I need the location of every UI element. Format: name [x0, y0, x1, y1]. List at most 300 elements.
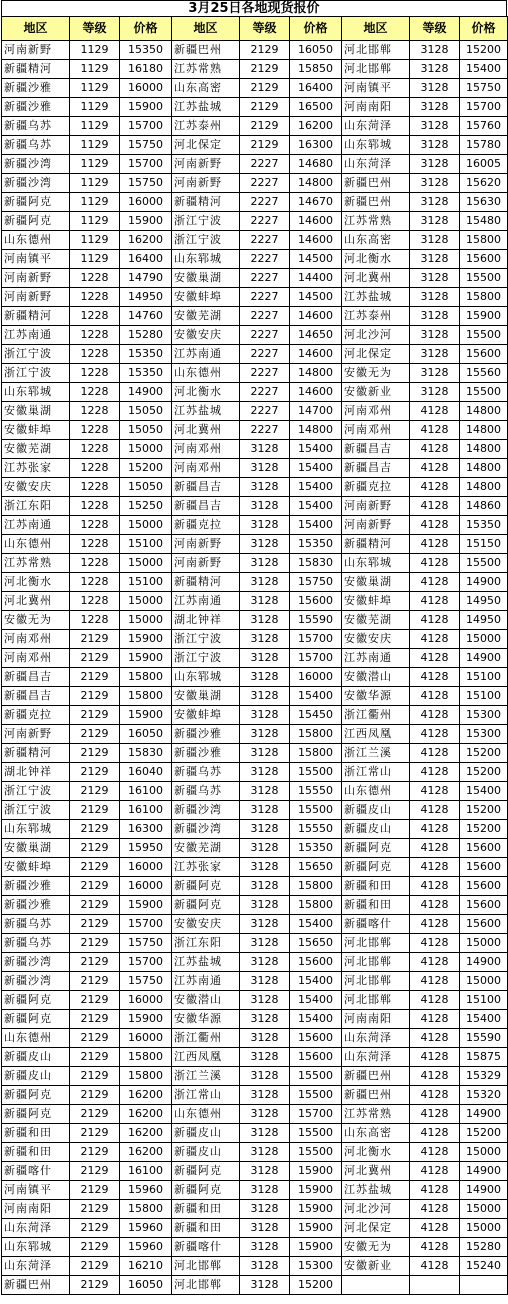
cell-grade: 3128 [240, 725, 290, 744]
cell-grade: 1228 [70, 459, 120, 478]
cell-grade: 4128 [410, 535, 460, 554]
cell-region: 新疆喀什 [172, 1238, 240, 1257]
cell-grade: 4128 [410, 611, 460, 630]
cell-region: 山东德州 [2, 535, 70, 554]
cell-grade: 3128 [240, 1143, 290, 1162]
cell-price: 15500 [290, 763, 342, 782]
cell-region: 浙江宁波 [172, 231, 240, 250]
cell-region: 山东德州 [172, 1105, 240, 1124]
cell-price: 16050 [290, 41, 342, 60]
table-row [2, 611, 508, 630]
cell-grade: 4128 [410, 1124, 460, 1143]
cell-grade: 3128 [240, 1181, 290, 1200]
cell-region: 湖北钟祥 [172, 611, 240, 630]
cell-price: 14900 [460, 1105, 508, 1124]
cell-price: 14600 [290, 212, 342, 231]
cell-region: 浙江宁波 [2, 782, 70, 801]
cell-grade: 4128 [410, 858, 460, 877]
cell-price: 14900 [460, 1181, 508, 1200]
cell-region: 河北冀州 [342, 1162, 410, 1181]
cell-grade: 2227 [240, 269, 290, 288]
cell-region: 浙江宁波 [172, 649, 240, 668]
cell-price: 15500 [290, 1124, 342, 1143]
cell-price: 15320 [460, 1086, 508, 1105]
cell-region: 江苏南通 [172, 345, 240, 364]
cell-price: 16000 [120, 79, 172, 98]
cell-grade: 1228 [70, 516, 120, 535]
table-row [2, 744, 508, 763]
cell-grade: 1129 [70, 41, 120, 60]
cell-region: 新疆克拉 [342, 478, 410, 497]
cell-price: 16300 [120, 820, 172, 839]
cell-price: 16200 [120, 231, 172, 250]
table-row [2, 535, 508, 554]
cell-price: 15800 [290, 725, 342, 744]
cell-grade: 2129 [70, 782, 120, 801]
cell-grade: 2227 [240, 421, 290, 440]
cell-region: 山东德州 [172, 364, 240, 383]
cell-price: 15800 [290, 896, 342, 915]
cell-grade: 2129 [70, 1200, 120, 1219]
cell-region: 新疆精河 [172, 193, 240, 212]
cell-grade: 4128 [410, 497, 460, 516]
cell-price: 15300 [460, 725, 508, 744]
cell-price: 15500 [290, 1143, 342, 1162]
cell-region: 新疆沙湾 [2, 155, 70, 174]
cell-price: 15400 [290, 991, 342, 1010]
cell-grade: 4128 [410, 440, 460, 459]
cell-region: 新疆阿克 [172, 877, 240, 896]
cell-price: 15500 [460, 554, 508, 573]
cell-price: 15100 [120, 535, 172, 554]
cell-region: 江苏盐城 [172, 98, 240, 117]
cell-region: 新疆皮山 [172, 1124, 240, 1143]
table-row [2, 1048, 508, 1067]
cell-grade: 4128 [410, 1029, 460, 1048]
cell-region: 河北衡水 [342, 1143, 410, 1162]
cell-grade: 2129 [70, 915, 120, 934]
cell-price: 14790 [120, 269, 172, 288]
cell-region: 安徽巢湖 [172, 687, 240, 706]
cell-grade: 4128 [410, 1200, 460, 1219]
cell-grade: 3128 [240, 934, 290, 953]
cell-grade: 2129 [70, 1238, 120, 1257]
cell-region: 新疆皮山 [342, 801, 410, 820]
cell-grade: 1228 [70, 535, 120, 554]
price-sheet [1, 0, 507, 1295]
cell-grade: 2129 [70, 1029, 120, 1048]
cell-grade: 4128 [410, 459, 460, 478]
cell-region: 河北冀州 [342, 269, 410, 288]
table-row [2, 98, 508, 117]
cell-region: 浙江兰溪 [342, 744, 410, 763]
cell-region: 新疆沙雅 [2, 79, 70, 98]
cell-region: 河南镇平 [342, 79, 410, 98]
cell-price: 15600 [460, 858, 508, 877]
cell-price: 15000 [120, 554, 172, 573]
cell-region: 新疆沙雅 [172, 725, 240, 744]
cell-region: 安徽潜山 [342, 668, 410, 687]
cell-region: 新疆阿克 [342, 839, 410, 858]
cell-grade: 1228 [70, 611, 120, 630]
cell-grade: 1129 [70, 212, 120, 231]
cell-grade: 1129 [70, 98, 120, 117]
cell-price: 15329 [460, 1067, 508, 1086]
cell-price: 15830 [120, 744, 172, 763]
cell-grade: 2129 [70, 877, 120, 896]
cell-grade: 4128 [410, 1162, 460, 1181]
cell-grade: 2129 [70, 839, 120, 858]
cell-price: 15000 [120, 516, 172, 535]
table-row [2, 687, 508, 706]
cell-region: 新疆精河 [172, 573, 240, 592]
cell-region: 安徽安庆 [172, 915, 240, 934]
cell-region: 山东高密 [342, 1124, 410, 1143]
cell-region: 河南新野 [172, 155, 240, 174]
cell-grade: 1129 [70, 136, 120, 155]
cell-price: 15830 [290, 554, 342, 573]
table-row [2, 174, 508, 193]
cell-region: 新疆皮山 [2, 1048, 70, 1067]
cell-region: 安徽芜湖 [172, 307, 240, 326]
cell-region: 江西凤凰 [172, 1048, 240, 1067]
cell-price: 15500 [460, 269, 508, 288]
cell-grade: 3128 [240, 1029, 290, 1048]
cell-price: 15900 [120, 98, 172, 117]
cell-region: 江苏盐城 [172, 953, 240, 972]
cell-price: 15800 [460, 231, 508, 250]
table-row [2, 839, 508, 858]
cell-region: 安徽蚌埠 [342, 592, 410, 611]
cell-price: 14700 [290, 402, 342, 421]
cell-price: 16000 [120, 877, 172, 896]
cell-price: 15200 [460, 801, 508, 820]
cell-grade: 3128 [410, 364, 460, 383]
cell-grade: 2129 [70, 1257, 120, 1276]
cell-price: 15900 [120, 896, 172, 915]
cell-grade: 2227 [240, 231, 290, 250]
cell-grade: 3128 [240, 611, 290, 630]
cell-region: 新疆巴州 [2, 1276, 70, 1295]
cell-grade: 1228 [70, 592, 120, 611]
table-row [2, 1124, 508, 1143]
cell-grade: 2129 [70, 953, 120, 972]
cell-grade: 1129 [70, 250, 120, 269]
cell-region: 新疆乌苏 [2, 934, 70, 953]
cell-price: 15100 [460, 991, 508, 1010]
cell-price: 14800 [460, 440, 508, 459]
table-row [2, 801, 508, 820]
cell-price: 14900 [460, 649, 508, 668]
cell-region: 新疆阿克 [2, 1086, 70, 1105]
cell-grade: 2129 [70, 972, 120, 991]
table-row [2, 41, 508, 60]
cell-grade: 2129 [70, 1143, 120, 1162]
table-row [2, 1029, 508, 1048]
cell-region: 江苏盐城 [172, 402, 240, 421]
cell-grade: 4128 [410, 1086, 460, 1105]
cell-price: 15900 [290, 1219, 342, 1238]
cell-price: 15900 [290, 1162, 342, 1181]
cell-price: 14500 [290, 250, 342, 269]
cell-price: 15700 [120, 915, 172, 934]
cell-price: 15400 [460, 782, 508, 801]
cell-region: 河南新野 [172, 554, 240, 573]
cell-price: 16200 [120, 1105, 172, 1124]
cell-price: 15550 [290, 820, 342, 839]
cell-grade: 2129 [70, 820, 120, 839]
cell-region: 浙江宁波 [2, 801, 70, 820]
cell-grade: 3128 [410, 231, 460, 250]
cell-region: 新疆沙湾 [172, 801, 240, 820]
cell-grade: 4128 [410, 915, 460, 934]
cell-region: 河北衡水 [342, 250, 410, 269]
cell-grade: 3128 [410, 79, 460, 98]
cell-grade: 2227 [240, 402, 290, 421]
cell-grade: 4128 [410, 782, 460, 801]
header-region: 地区 [342, 17, 410, 41]
cell-region: 新疆沙雅 [172, 744, 240, 763]
header-grade: 等级 [240, 17, 290, 41]
cell-price: 14400 [290, 269, 342, 288]
cell-region: 浙江宁波 [2, 364, 70, 383]
cell-price: 15760 [460, 117, 508, 136]
cell-price: 15900 [290, 1238, 342, 1257]
cell-grade: 3128 [240, 858, 290, 877]
cell-price: 16000 [120, 991, 172, 1010]
cell-region: 江苏张家 [2, 459, 70, 478]
table-row [2, 155, 508, 174]
cell-region: 河南镇平 [2, 1181, 70, 1200]
cell-grade: 3128 [240, 535, 290, 554]
cell-price: 15000 [460, 630, 508, 649]
cell-grade: 3128 [240, 972, 290, 991]
cell-grade: 4128 [410, 1219, 460, 1238]
cell-region: 河南南阳 [342, 98, 410, 117]
cell-price: 15150 [460, 535, 508, 554]
cell-region: 山东德州 [342, 782, 410, 801]
cell-region: 安徽华源 [172, 1010, 240, 1029]
cell-grade: 2227 [240, 326, 290, 345]
cell-grade: 2227 [240, 364, 290, 383]
cell-price: 15600 [460, 839, 508, 858]
cell-grade: 4128 [410, 1181, 460, 1200]
cell-grade: 3128 [240, 1200, 290, 1219]
cell-grade: 2129 [70, 725, 120, 744]
cell-price: 15000 [460, 972, 508, 991]
cell-price: 16000 [120, 1029, 172, 1048]
header-grade: 等级 [70, 17, 120, 41]
cell-price: 15600 [460, 896, 508, 915]
cell-grade: 1129 [70, 79, 120, 98]
cell-region: 江苏常熟 [172, 60, 240, 79]
cell-price: 15800 [120, 1200, 172, 1219]
cell-grade: 2129 [70, 1124, 120, 1143]
cell-region: 河南南阳 [342, 1010, 410, 1029]
table-row [2, 136, 508, 155]
cell-price: 16200 [120, 1124, 172, 1143]
cell-grade: 2129 [70, 668, 120, 687]
cell-price: 16400 [120, 250, 172, 269]
cell-grade: 3128 [410, 136, 460, 155]
table-row [2, 79, 508, 98]
header-region: 地区 [172, 17, 240, 41]
cell-region: 新疆昌吉 [342, 440, 410, 459]
table-row [2, 440, 508, 459]
cell-region: 新疆乌苏 [2, 915, 70, 934]
cell-grade: 3128 [240, 478, 290, 497]
cell-region: 新疆阿克 [2, 193, 70, 212]
cell-price: 15700 [290, 630, 342, 649]
cell-price: 15400 [290, 915, 342, 934]
cell-grade: 2129 [240, 98, 290, 117]
table-row [2, 383, 508, 402]
cell-price: 16000 [290, 668, 342, 687]
cell-price: 15200 [460, 820, 508, 839]
cell-region: 新疆阿克 [2, 991, 70, 1010]
cell-grade: 3128 [240, 991, 290, 1010]
cell-region: 山东菏泽 [2, 1219, 70, 1238]
cell-price: 15950 [120, 839, 172, 858]
cell-price: 15000 [460, 934, 508, 953]
cell-grade: 4128 [410, 706, 460, 725]
table-row [2, 459, 508, 478]
cell-price: 15000 [120, 611, 172, 630]
cell-price: 15875 [460, 1048, 508, 1067]
cell-price: 15450 [290, 706, 342, 725]
header-price: 价格 [460, 17, 508, 41]
cell-price: 15600 [460, 250, 508, 269]
cell-price: 15900 [120, 212, 172, 231]
cell-price: 15050 [120, 402, 172, 421]
cell-region: 河南新野 [2, 269, 70, 288]
cell-grade: 4128 [410, 725, 460, 744]
cell-grade: 3128 [410, 41, 460, 60]
cell-price: 15590 [290, 611, 342, 630]
cell-region: 山东菏泽 [342, 1029, 410, 1048]
cell-price: 15800 [120, 1067, 172, 1086]
cell-region: 山东郓城 [2, 383, 70, 402]
cell-grade: 1228 [70, 497, 120, 516]
cell-price: 15500 [290, 1086, 342, 1105]
cell-region: 河南邓州 [172, 459, 240, 478]
cell-price: 16000 [120, 193, 172, 212]
cell-price: 16200 [290, 117, 342, 136]
cell-grade: 3128 [240, 516, 290, 535]
cell-grade: 2129 [70, 1105, 120, 1124]
cell-region: 江苏南通 [2, 516, 70, 535]
cell-region: 新疆和田 [2, 1143, 70, 1162]
cell-region: 河北衡水 [2, 573, 70, 592]
table-row [2, 250, 508, 269]
cell-region: 新疆沙雅 [2, 877, 70, 896]
cell-price: 16050 [120, 725, 172, 744]
cell-price: 15350 [460, 516, 508, 535]
cell-grade: 3128 [240, 554, 290, 573]
cell-price: 15600 [460, 877, 508, 896]
cell-region: 江苏泰州 [342, 307, 410, 326]
cell-region: 安徽蚌埠 [172, 706, 240, 725]
cell-grade: 4128 [410, 516, 460, 535]
cell-price: 16400 [290, 79, 342, 98]
cell-price: 15590 [460, 1029, 508, 1048]
cell-price: 15900 [120, 630, 172, 649]
cell-region: 安徽无为 [342, 1238, 410, 1257]
cell-grade: 2129 [240, 60, 290, 79]
cell-region: 新疆沙湾 [2, 953, 70, 972]
cell-region: 新疆乌苏 [2, 136, 70, 155]
cell-region: 河北保定 [342, 345, 410, 364]
table-row [2, 478, 508, 497]
cell-grade: 1228 [70, 440, 120, 459]
cell-region: 山东郓城 [2, 1238, 70, 1257]
cell-grade: 3128 [240, 1162, 290, 1181]
cell-grade: 3128 [410, 98, 460, 117]
cell-price: 15400 [460, 60, 508, 79]
table-row [2, 288, 508, 307]
cell-grade: 1228 [70, 307, 120, 326]
table-row [2, 212, 508, 231]
cell-region: 安徽芜湖 [172, 839, 240, 858]
cell-region: 安徽巢湖 [342, 573, 410, 592]
cell-region: 湖北钟祥 [2, 763, 70, 782]
cell-grade: 1228 [70, 364, 120, 383]
cell-grade: 1129 [70, 231, 120, 250]
cell-region: 河南邓州 [172, 440, 240, 459]
cell-grade: 4128 [410, 1238, 460, 1257]
cell-grade: 4128 [410, 592, 460, 611]
cell-price: 14680 [290, 155, 342, 174]
cell-grade: 3128 [240, 1124, 290, 1143]
cell-region: 新疆沙雅 [2, 896, 70, 915]
cell-grade: 1129 [70, 117, 120, 136]
cell-price: 15700 [460, 98, 508, 117]
table-row [2, 1086, 508, 1105]
cell-region: 河北沙河 [342, 326, 410, 345]
cell-price: 15780 [460, 136, 508, 155]
cell-region: 浙江兰溪 [172, 1067, 240, 1086]
table-row [2, 896, 508, 915]
cell-price: 15600 [290, 1048, 342, 1067]
cell-grade: 3128 [410, 193, 460, 212]
cell-region: 新疆阿克 [2, 1105, 70, 1124]
cell-grade: 3128 [240, 1238, 290, 1257]
cell-grade: 4128 [410, 649, 460, 668]
cell-price: 14670 [290, 193, 342, 212]
table-row [2, 877, 508, 896]
table-row [2, 725, 508, 744]
cell-region: 江西凤凰 [342, 725, 410, 744]
table-row [2, 421, 508, 440]
cell-region: 安徽华源 [342, 687, 410, 706]
cell-price: 14800 [460, 478, 508, 497]
cell-price: 15200 [460, 1124, 508, 1143]
cell-grade: 3128 [240, 573, 290, 592]
cell-region: 江苏盐城 [342, 1181, 410, 1200]
cell-region: 浙江东阳 [2, 497, 70, 516]
table-row [2, 820, 508, 839]
cell-region: 山东德州 [2, 231, 70, 250]
cell-region: 新疆阿克 [172, 896, 240, 915]
cell-region: 新疆阿克 [2, 212, 70, 231]
cell-grade: 2129 [70, 1162, 120, 1181]
cell-price: 15500 [290, 1067, 342, 1086]
cell-grade: 1228 [70, 573, 120, 592]
cell-grade: 2129 [240, 136, 290, 155]
cell-grade: 1228 [70, 554, 120, 573]
cell-grade: 3128 [240, 1276, 290, 1295]
cell-price: 15400 [460, 1010, 508, 1029]
